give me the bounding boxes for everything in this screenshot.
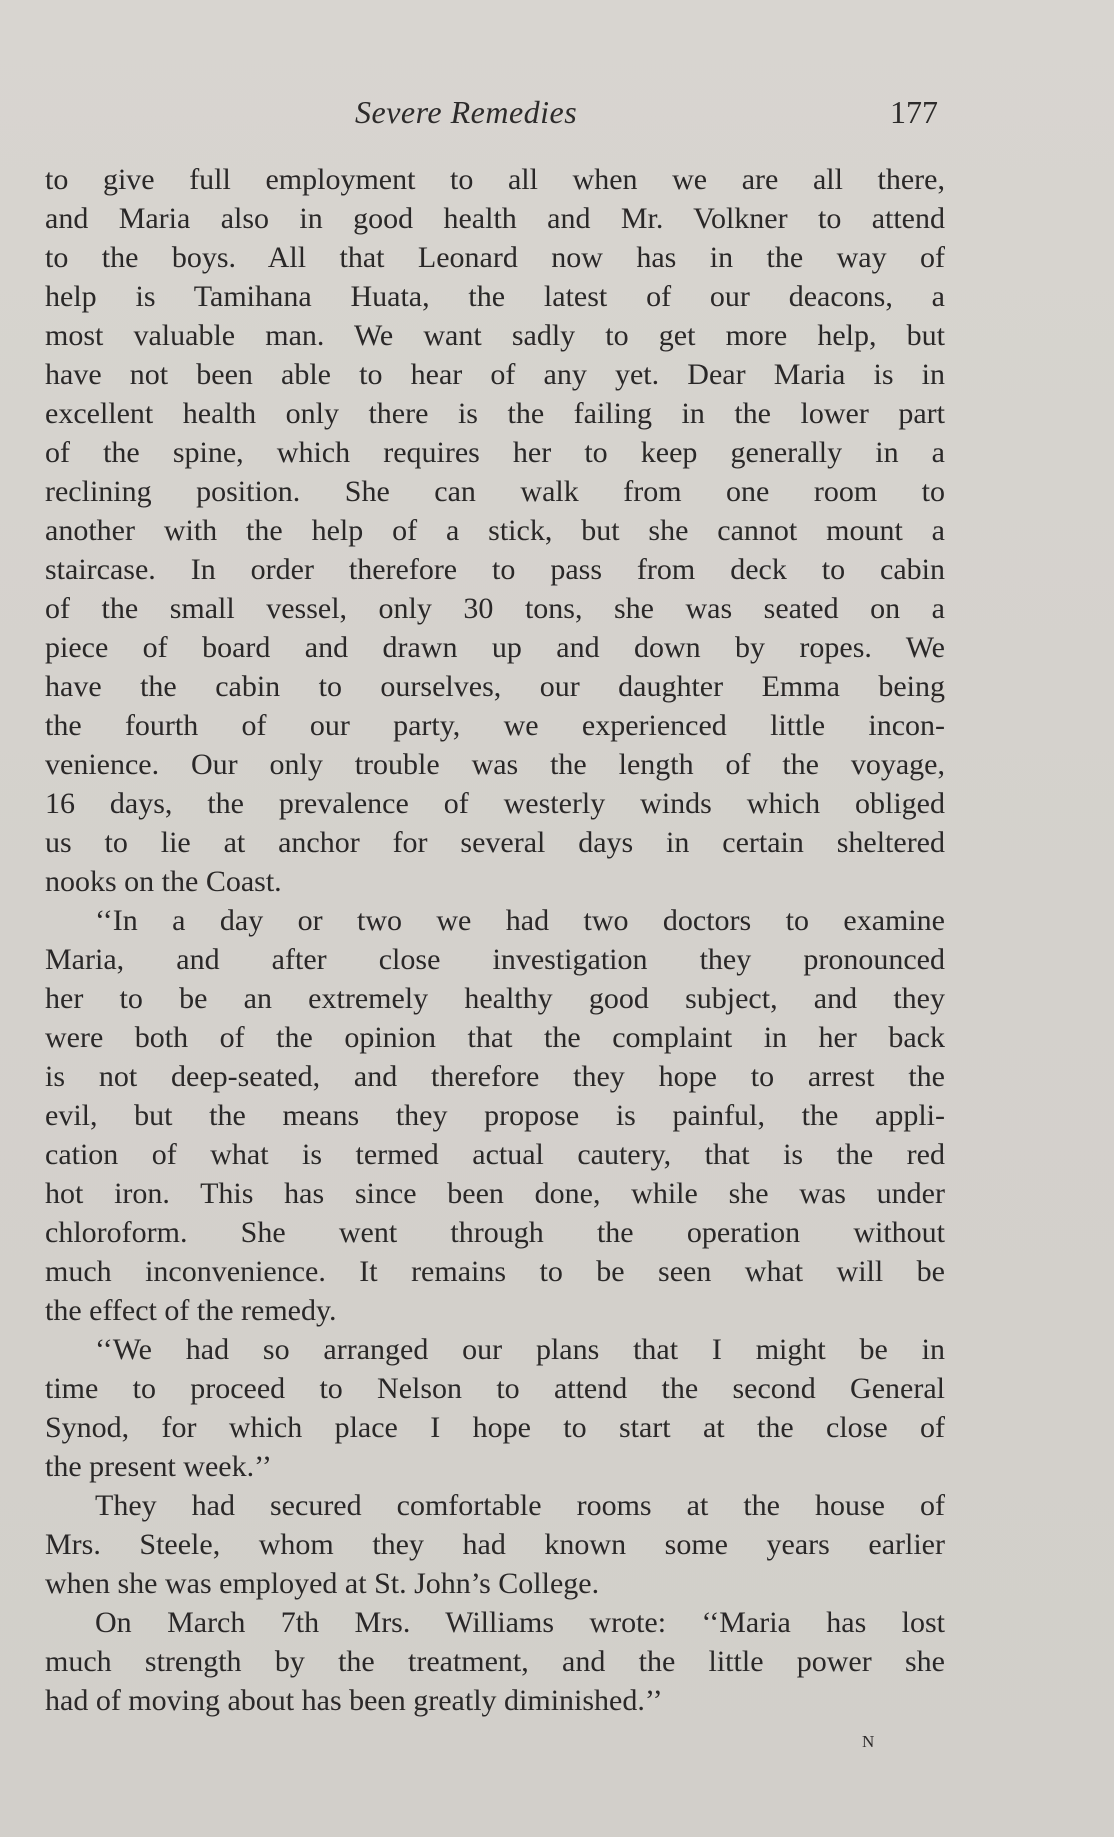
text-line: another with the help of a stick, but she cannot mount a <box>45 514 945 547</box>
text-line: cation of what is termed actual cautery, that is the red <box>45 1138 945 1171</box>
text-line: ‘‘We had so arranged our plans that I might be in <box>95 1333 945 1366</box>
text-line: 16 days, the prevalence of westerly winds which obliged <box>45 787 945 820</box>
text-line: of the small vessel, only 30 tons, she was seated on a <box>45 592 945 625</box>
text-line: reclining position. She can walk from one room to <box>45 475 945 508</box>
text-line: to give full employment to all when we are all there, <box>45 163 945 196</box>
running-title: Severe Remedies <box>355 94 578 130</box>
text-line: Maria, and after close investigation they pronounced <box>45 943 945 976</box>
text-line: ‘‘In a day or two we had two doctors to examine <box>95 904 945 937</box>
body-text <box>45 160 945 1720</box>
text-line: were both of the opinion that the complaint in her back <box>45 1021 945 1054</box>
text-line: much strength by the treatment, and the little power she <box>45 1645 945 1678</box>
signature-mark: N <box>862 1732 876 1751</box>
text-line: On March 7th Mrs. Williams wrote: ‘‘Maria has lost <box>95 1606 945 1639</box>
text-line: us to lie at anchor for several days in certain sheltered <box>45 826 945 859</box>
text-line: when she was employed at St. John’s College. <box>45 1567 600 1600</box>
text-line: evil, but the means they propose is painful, the appli- <box>45 1099 945 1132</box>
text-line: the fourth of our party, we experienced little incon- <box>45 709 945 742</box>
text-line: of the spine, which requires her to keep generally in a <box>45 436 945 469</box>
text-line: chloroform. She went through the operation without <box>45 1216 945 1249</box>
text-line: excellent health only there is the failing in the lower part <box>45 397 945 430</box>
text-line: to the boys. All that Leonard now has in the way of <box>45 241 945 274</box>
text-line: the effect of the remedy. <box>45 1294 337 1327</box>
text-line: had of moving about has been greatly diminished.’’ <box>45 1684 663 1717</box>
text-line: piece of board and drawn up and down by ropes. We <box>45 631 945 664</box>
text-line: staircase. In order therefore to pass from deck to cabin <box>45 553 945 586</box>
text-line: Synod, for which place I hope to start at the close of <box>45 1411 945 1444</box>
text-line: have not been able to hear of any yet. Dear Maria is in <box>45 358 945 391</box>
page-header <box>0 94 1114 138</box>
text-line: They had secured comfortable rooms at the house of <box>95 1489 945 1522</box>
text-line: her to be an extremely healthy good subject, and they <box>45 982 945 1015</box>
text-line: is not deep-seated, and therefore they hope to arrest the <box>45 1060 945 1093</box>
text-line: venience. Our only trouble was the length of the voyage, <box>45 748 945 781</box>
text-line: nooks on the Coast. <box>45 865 282 898</box>
text-line: hot iron. This has since been done, while she was under <box>45 1177 945 1210</box>
text-line: and Maria also in good health and Mr. Volkner to attend <box>45 202 945 235</box>
text-line: the present week.’’ <box>45 1450 272 1483</box>
page-number: 177 <box>890 94 938 130</box>
text-line: most valuable man. We want sadly to get more help, but <box>45 319 945 352</box>
text-line: help is Tamihana Huata, the latest of our deacons, a <box>45 280 945 313</box>
text-line: Mrs. Steele, whom they had known some years earlier <box>45 1528 945 1561</box>
text-line: time to proceed to Nelson to attend the second General <box>45 1372 945 1405</box>
text-line: have the cabin to ourselves, our daughter Emma being <box>45 670 945 703</box>
text-line: much inconvenience. It remains to be seen what will be <box>45 1255 945 1288</box>
